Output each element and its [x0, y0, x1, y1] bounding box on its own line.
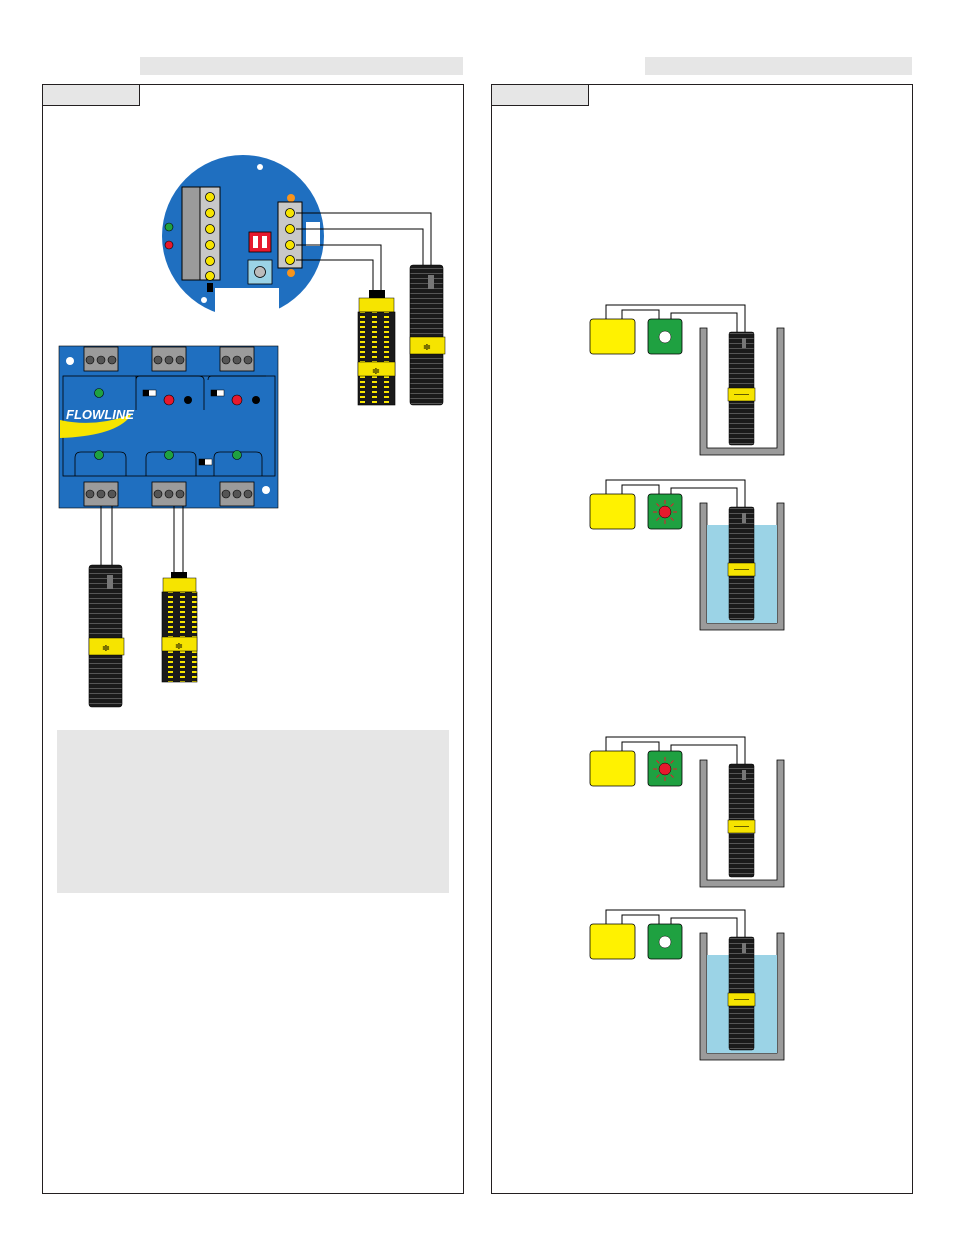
controller-box — [590, 494, 635, 529]
level-sensor-icon — [728, 937, 755, 1050]
svg-text:≑: ≑ — [422, 342, 432, 353]
scenario-3 — [590, 737, 784, 887]
controller-box — [590, 924, 635, 959]
din-rail-controller-icon — [59, 346, 278, 508]
level-sensor-icon — [728, 764, 755, 877]
svg-text:≑: ≑ — [101, 643, 111, 654]
level-sensor-icon — [728, 332, 755, 445]
operation-scenarios — [590, 305, 784, 1060]
controller-enclosure-icon — [162, 155, 324, 323]
brand-logo: FLOWLINE — [66, 407, 134, 422]
controller-box — [590, 751, 635, 786]
svg-text:≑: ≑ — [371, 366, 381, 377]
scenario-4 — [590, 910, 784, 1060]
controller-box — [590, 319, 635, 354]
scenario-2 — [590, 480, 784, 630]
scenario-1 — [590, 305, 784, 455]
svg-text:≑: ≑ — [174, 641, 184, 652]
level-sensor-icon — [728, 507, 755, 620]
